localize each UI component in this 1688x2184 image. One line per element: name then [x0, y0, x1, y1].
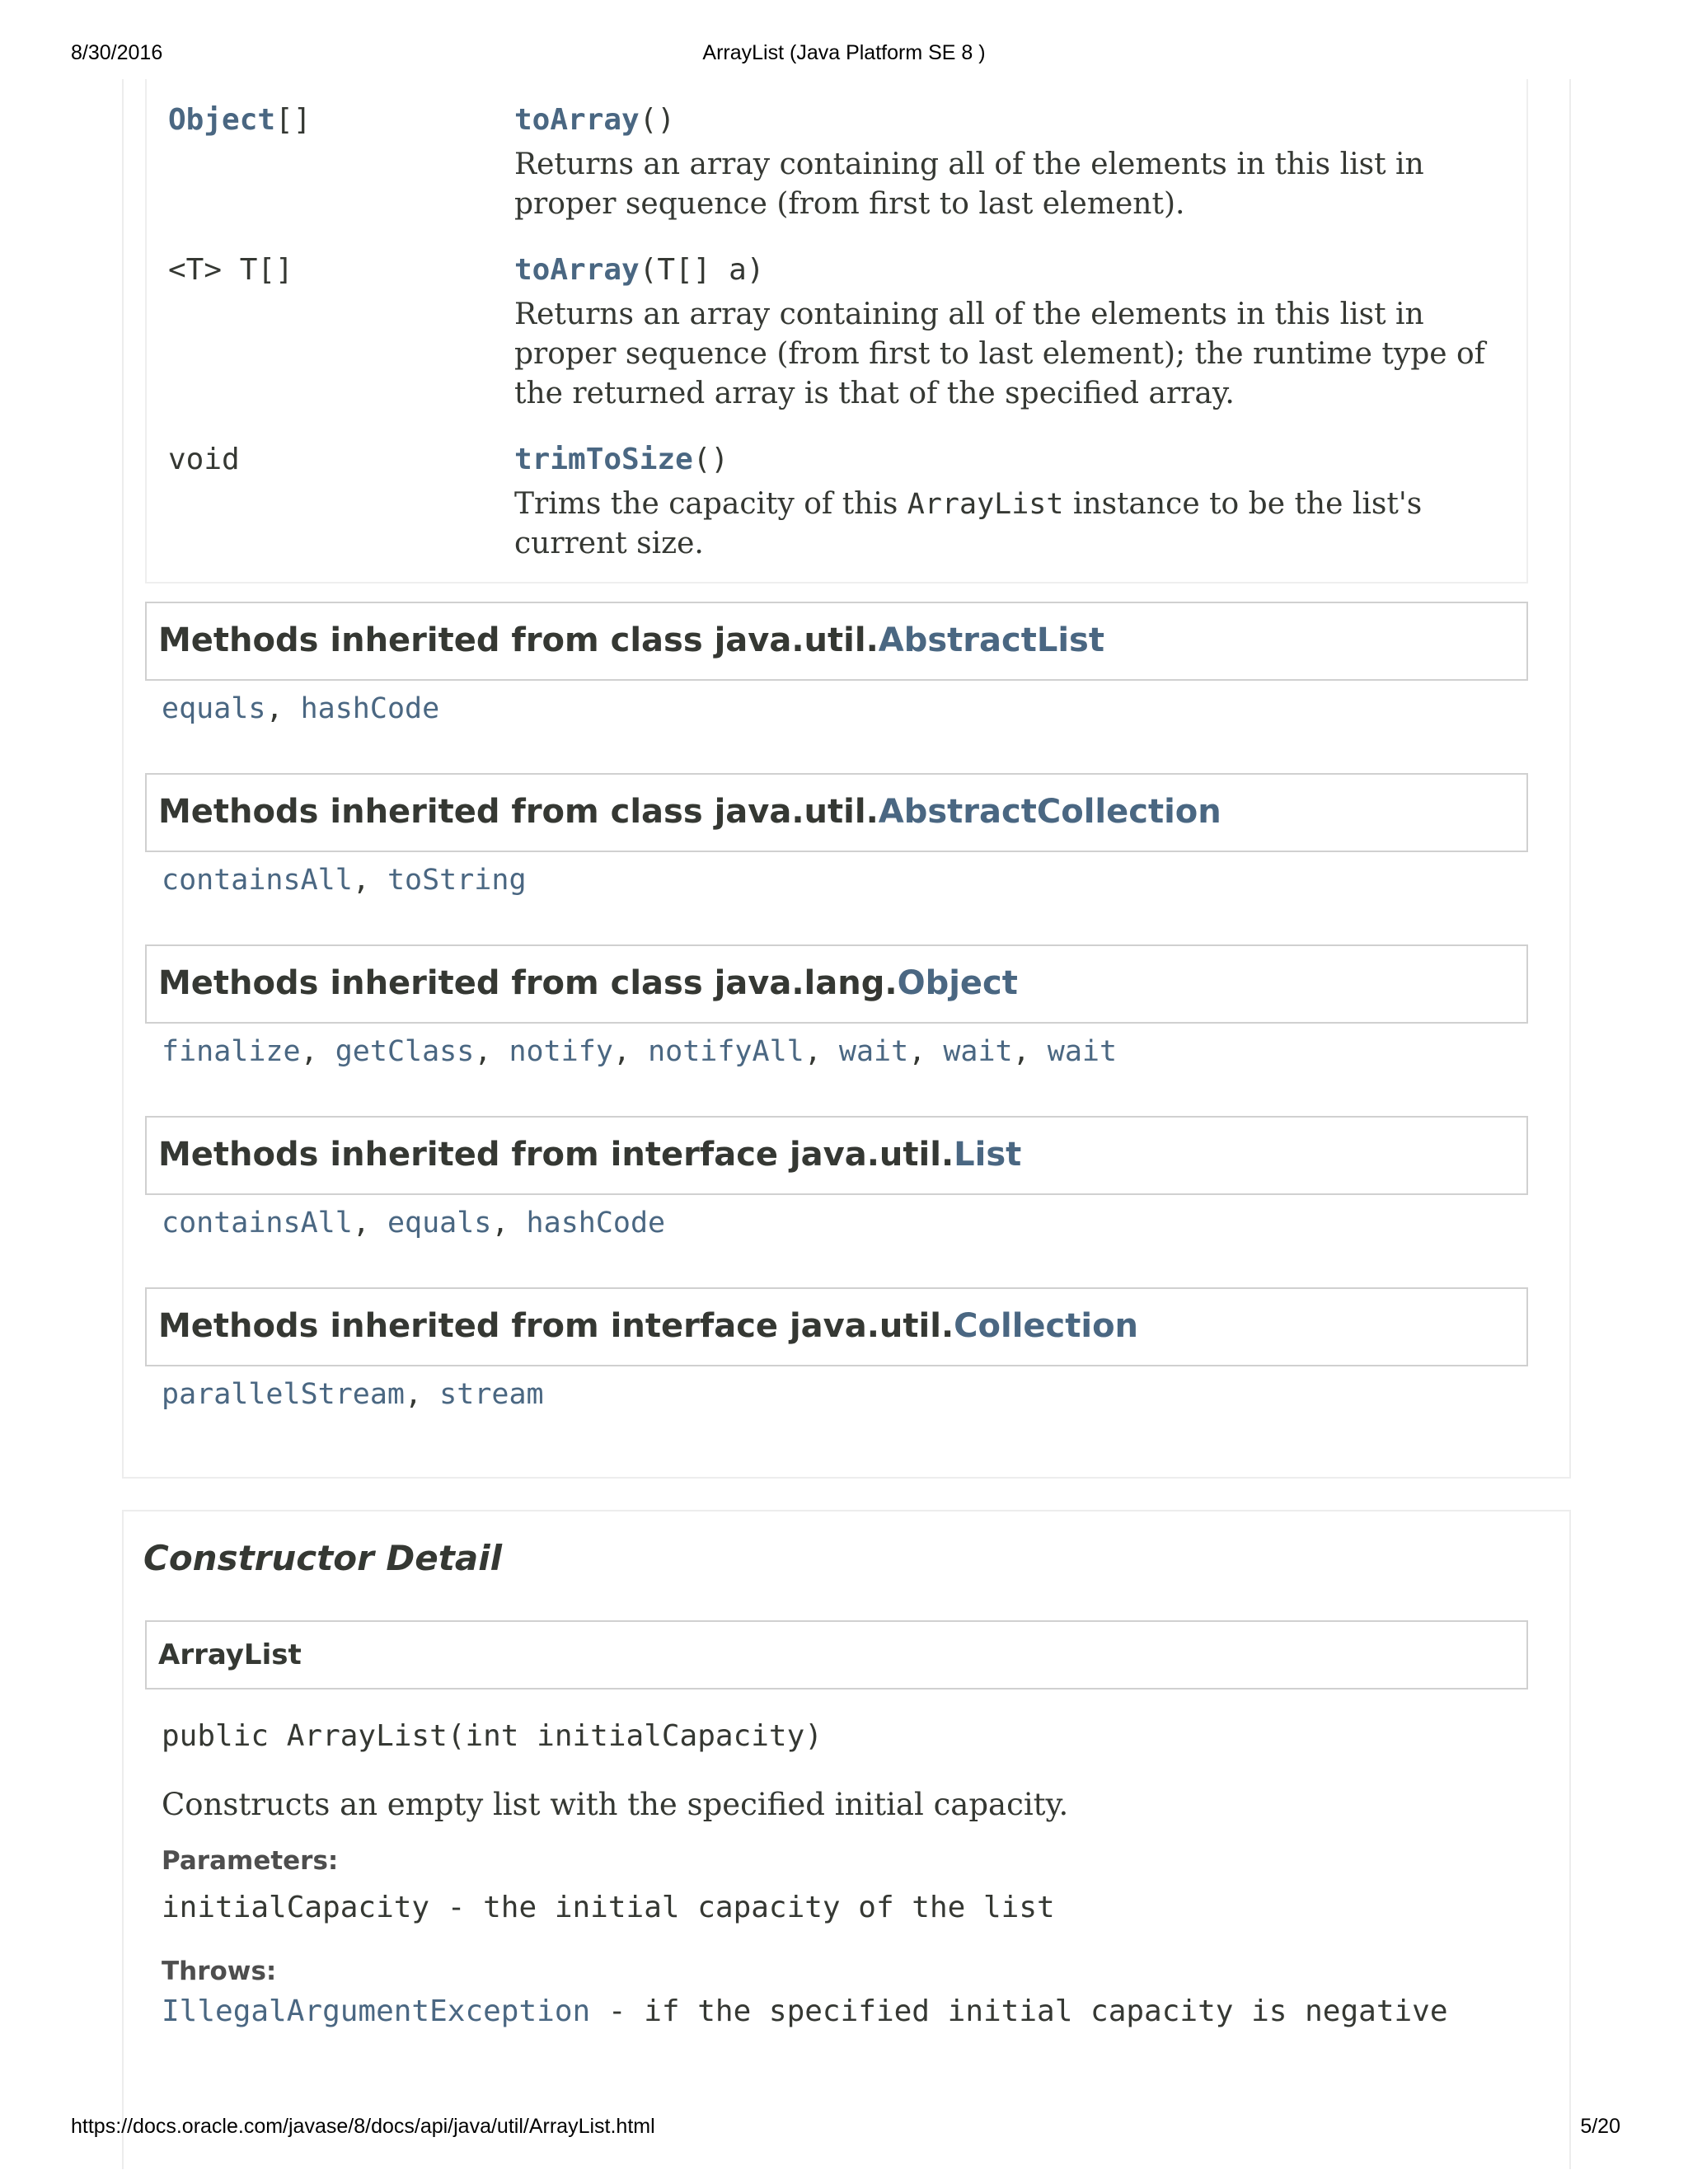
type-suffix: []	[275, 103, 312, 137]
inherited-header-abstractcollection	[145, 773, 1528, 852]
inherited-methods-list: containsAll, equals, hashCode	[162, 1207, 666, 1240]
method-link-wait[interactable]: wait	[943, 1035, 1013, 1068]
inherited-methods-object: finalize, getClass, notify, notifyAll, wait, wait, wait	[162, 1035, 1118, 1068]
method-link-stream[interactable]: stream	[439, 1378, 544, 1411]
parameter-description: initialCapacity - the initial capacity of the list	[162, 1891, 1055, 1924]
method-link-finalize[interactable]: finalize	[162, 1035, 301, 1068]
inherited-prefix: Methods inherited from class java.util.	[158, 621, 879, 659]
method-description-cell	[514, 102, 1495, 224]
inherited-prefix: Methods inherited from class java.lang.	[158, 964, 898, 1002]
code-arraylist: ArrayList	[907, 488, 1064, 521]
return-type: void	[168, 443, 240, 476]
method-signature	[514, 442, 1495, 478]
class-link-abstractlist[interactable]: AbstractList	[878, 621, 1104, 659]
parameters-label: Parameters:	[162, 1846, 339, 1876]
method-link-containsall[interactable]: containsAll	[162, 864, 353, 897]
inherited-methods-abstractlist: equals, hashCode	[162, 692, 440, 725]
description-line: proper sequence (from first to last element).	[514, 187, 1185, 221]
method-link-wait[interactable]: wait	[1047, 1035, 1118, 1068]
description-line: current size.	[514, 527, 704, 560]
constructor-description: Constructs an empty list with the specified initial capacity.	[162, 1787, 1069, 1822]
method-link-notify[interactable]: notify	[509, 1035, 613, 1068]
constructor-name-header: ArrayList	[145, 1620, 1528, 1690]
method-params: (T[] a)	[639, 253, 765, 287]
print-url: https://docs.oracle.com/javase/8/docs/api/java/util/ArrayList.html	[71, 2115, 655, 2138]
method-signature	[514, 102, 1495, 138]
inherited-header-object	[145, 944, 1528, 1024]
object-type-link[interactable]: Object	[168, 103, 276, 137]
method-description	[514, 295, 1495, 414]
description-line: proper sequence (from first to last element); the runtime type of	[514, 337, 1485, 371]
constructor-detail-block	[122, 1510, 1571, 2169]
class-link-object[interactable]: Object	[897, 964, 1018, 1002]
class-link-abstractcollection[interactable]: AbstractCollection	[878, 793, 1221, 831]
throws-label: Throws:	[162, 1957, 277, 1986]
constructor-detail-title: Constructor Detail	[143, 1538, 502, 1578]
inherited-prefix: Methods inherited from class java.util.	[158, 793, 879, 831]
method-summary-table	[145, 79, 1528, 583]
method-link-hashcode[interactable]: hashCode	[300, 692, 440, 725]
method-params: ()	[692, 443, 729, 476]
method-signature	[514, 252, 1495, 288]
exception-link-illegalargumentexception[interactable]: IllegalArgumentException	[162, 1994, 591, 2028]
method-link-toarray-typed[interactable]: toArray	[514, 253, 640, 287]
throws-description	[162, 1994, 1448, 2028]
method-link-tostring[interactable]: toString	[387, 864, 527, 897]
inherited-prefix: Methods inherited from interface java.util.	[158, 1307, 954, 1345]
inherited-header-abstractlist	[145, 602, 1528, 681]
method-link-getclass[interactable]: getClass	[335, 1035, 475, 1068]
return-type	[168, 102, 311, 138]
inherited-methods-abstractcollection: containsAll, toString	[162, 864, 527, 897]
method-link-containsall[interactable]: containsAll	[162, 1207, 353, 1240]
inherited-methods-collection: parallelStream, stream	[162, 1378, 544, 1411]
constructor-signature: public ArrayList(int initialCapacity)	[162, 1719, 823, 1753]
inherited-header-list	[145, 1116, 1528, 1195]
method-params: ()	[639, 103, 676, 137]
method-link-toarray[interactable]: toArray	[514, 103, 640, 137]
method-link-equals[interactable]: equals	[387, 1207, 492, 1240]
print-page-number: 5/20	[1580, 2115, 1620, 2138]
method-link-equals[interactable]: equals	[162, 692, 266, 725]
description-line: Returns an array containing all of the elements in this list in	[514, 298, 1424, 331]
throws-text: - if the specified initial capacity is negative	[590, 1994, 1448, 2028]
print-date: 8/30/2016	[71, 41, 163, 64]
interface-link-list[interactable]: List	[954, 1136, 1022, 1174]
method-link-notifyall[interactable]: notifyAll	[648, 1035, 804, 1068]
method-description	[514, 485, 1495, 564]
method-description	[514, 145, 1495, 224]
description-line: Trims the capacity of this ArrayList instance to be the list's	[514, 487, 1423, 521]
description-line: Returns an array containing all of the elements in this list in	[514, 148, 1424, 181]
method-link-parallelstream[interactable]: parallelStream	[162, 1378, 406, 1411]
inherited-header-collection	[145, 1287, 1528, 1366]
interface-link-collection[interactable]: Collection	[954, 1307, 1139, 1345]
inherited-prefix: Methods inherited from interface java.util.	[158, 1136, 954, 1174]
method-link-hashcode[interactable]: hashCode	[526, 1207, 666, 1240]
method-description-cell	[514, 442, 1495, 564]
method-description-cell	[514, 252, 1495, 414]
return-type: <T> T[]	[168, 253, 293, 287]
description-line: the returned array is that of the specified array.	[514, 377, 1235, 410]
method-link-trimtosize[interactable]: trimToSize	[514, 443, 693, 476]
method-link-wait[interactable]: wait	[838, 1035, 909, 1068]
print-title: ArrayList (Java Platform SE 8 )	[702, 41, 986, 64]
